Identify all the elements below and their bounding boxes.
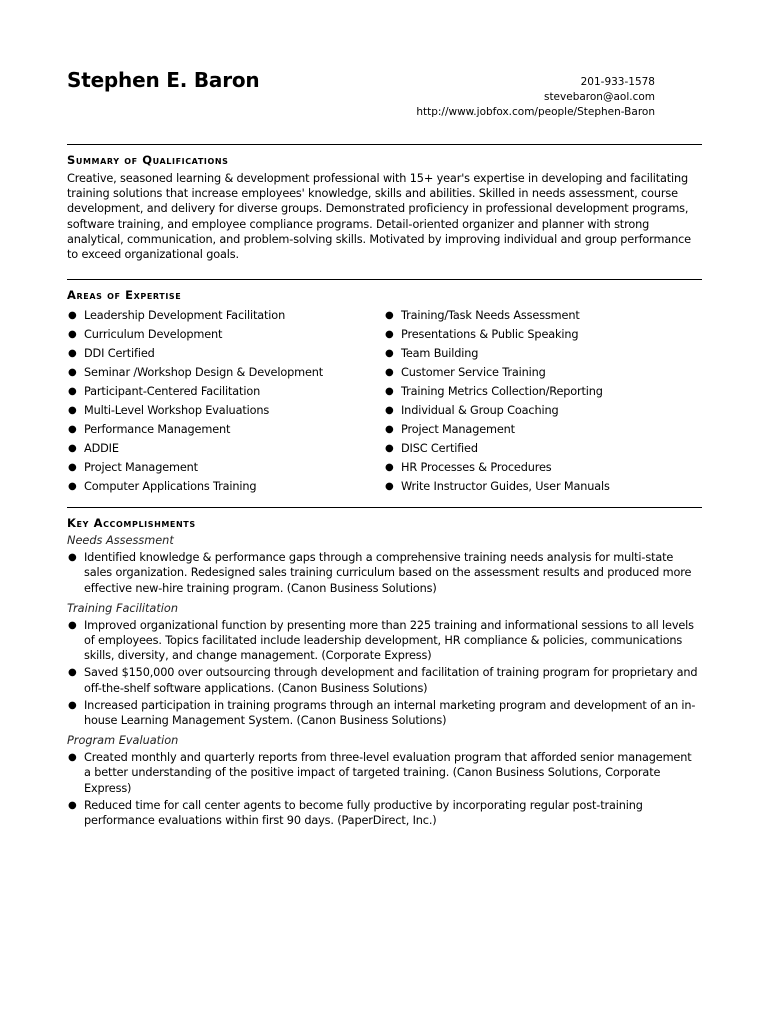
list-item xyxy=(67,420,384,439)
accomplishment-subheading: Program Evaluation xyxy=(67,734,179,748)
accomplishment-group xyxy=(67,618,702,728)
list-item-text: Participant-Centered Facilitation xyxy=(84,385,261,399)
expertise-list-left xyxy=(67,306,384,496)
resume-header xyxy=(67,66,702,144)
bullet-icon: ● xyxy=(68,667,77,679)
list-item-text: Increased participation in training programs through an internal marketing program and development of an in-house Learning Management System. (Canon Business Solutions) xyxy=(84,698,696,728)
expertise-columns xyxy=(67,306,702,496)
list-item xyxy=(67,477,384,496)
list-item-text: Created monthly and quarterly reports from three-level evaluation program that afforded senior management a better understanding of the positive impact of targeted training. (Canon Business Solutions, Corporate Express) xyxy=(84,751,692,795)
list-item xyxy=(67,363,384,382)
divider xyxy=(67,144,702,145)
bullet-icon: ● xyxy=(68,367,77,379)
list-item-text: ADDIE xyxy=(84,442,119,456)
list-item-text: Improved organizational function by presenting more than 225 training and informational sessions to all levels of employees. Topics facilitated include leadership development, HR compliance & policies, communications skills, diversity, and change management. (Corporate Express) xyxy=(84,618,694,663)
list-item xyxy=(384,420,684,439)
list-item-text: Computer Applications Training xyxy=(84,480,257,494)
bullet-icon: ● xyxy=(68,481,77,493)
bullet-icon: ● xyxy=(68,424,77,436)
bullet-icon: ● xyxy=(68,462,77,474)
list-item-text: Write Instructor Guides, User Manuals xyxy=(401,480,610,494)
bullet-icon: ● xyxy=(68,405,77,417)
bullet-icon: ● xyxy=(385,348,394,360)
list-item-text: Curriculum Development xyxy=(84,328,223,342)
accomplishment-group xyxy=(67,550,702,596)
list-item-text: Leadership Development Facilitation xyxy=(84,309,286,323)
list-item-text: Performance Management xyxy=(84,423,231,437)
list-item xyxy=(67,798,702,828)
list-item xyxy=(67,439,384,458)
list-item-text: Project Management xyxy=(84,461,198,475)
list-item xyxy=(67,550,702,596)
list-item-text: Multi-Level Workshop Evaluations xyxy=(84,404,270,418)
list-item xyxy=(384,439,684,458)
resume-page xyxy=(67,66,702,834)
bullet-icon: ● xyxy=(385,481,394,493)
bullet-icon: ● xyxy=(385,386,394,398)
list-item-text: Seminar /Workshop Design & Development xyxy=(84,366,324,380)
list-item xyxy=(67,382,384,401)
summary-paragraph: Creative, seasoned learning & development professional with 15+ year's expertise in developing and facilitating training solutions that increase employees' knowledge, skills and abilities. Skilled in needs assessment, course development, and delivery for diverse groups. Demonstrated proficiency in professional development programs, software training, and employee compliance programs. Detail-oriented organizer and planner with strong analytical, communication, and problem-solving skills. Motivated by improving individual and group performance to exceed organizational goals. xyxy=(67,172,691,262)
list-item-text: Team Building xyxy=(401,347,479,361)
list-item xyxy=(384,325,684,344)
list-item-text: Reduced time for call center agents to become fully productive by incorporating regular post-training performance evaluations within first 90 days. (PaperDirect, Inc.) xyxy=(84,798,643,828)
list-item xyxy=(67,750,702,796)
phone-number: 201-933-1578 xyxy=(580,76,655,88)
bullet-icon: ● xyxy=(385,424,394,436)
list-item-text: HR Processes & Procedures xyxy=(401,461,552,475)
list-item-text: Project Management xyxy=(401,423,515,437)
bullet-icon: ● xyxy=(68,310,77,322)
bullet-icon: ● xyxy=(68,752,77,764)
list-item-text: Saved $150,000 over outsourcing through development and facilitation of training program for proprietary and off-the-shelf software applications. (Canon Business Solutions) xyxy=(84,666,698,695)
bullet-icon: ● xyxy=(68,799,77,811)
candidate-name: Stephen E. Baron xyxy=(67,68,260,92)
list-item xyxy=(384,344,684,363)
list-item xyxy=(67,344,384,363)
bullet-icon: ● xyxy=(385,443,394,455)
list-item-text: Presentations & Public Speaking xyxy=(401,328,579,342)
bullet-icon: ● xyxy=(68,552,77,564)
bullet-icon: ● xyxy=(385,462,394,474)
accomplishment-subheading: Needs Assessment xyxy=(67,534,174,548)
expertise-list-right xyxy=(384,306,684,496)
bullet-icon: ● xyxy=(385,329,394,341)
list-item xyxy=(384,458,684,477)
list-item-text: Individual & Group Coaching xyxy=(401,404,559,418)
divider xyxy=(67,507,702,508)
accomplishment-group xyxy=(67,750,702,828)
bullet-icon: ● xyxy=(385,367,394,379)
divider xyxy=(67,279,702,280)
list-item xyxy=(67,618,702,664)
bullet-icon: ● xyxy=(68,386,77,398)
list-item xyxy=(67,306,384,325)
list-item xyxy=(67,665,702,695)
list-item xyxy=(67,698,702,728)
section-title-expertise: Areas of Expertise xyxy=(67,288,182,303)
list-item xyxy=(67,401,384,420)
contact-block xyxy=(416,75,655,120)
list-item xyxy=(67,325,384,344)
bullet-icon: ● xyxy=(385,405,394,417)
list-item-text: DDI Certified xyxy=(84,347,155,361)
profile-url[interactable]: http://www.jobfox.com/people/Stephen-Baron xyxy=(416,106,655,118)
list-item-text: Identified knowledge & performance gaps through a comprehensive training needs analysis for multi-state sales organization. Redesigned sales training curriculum based on the assessment results and produced more effective new-hire training program. (Canon Business Solutions) xyxy=(84,551,692,595)
bullet-icon: ● xyxy=(68,329,77,341)
bullet-icon: ● xyxy=(385,310,394,322)
list-item xyxy=(67,458,384,477)
bullet-icon: ● xyxy=(68,699,77,711)
list-item xyxy=(384,363,684,382)
list-item xyxy=(384,306,684,325)
list-item-text: Training/Task Needs Assessment xyxy=(401,309,580,323)
email-address[interactable]: stevebaron@aol.com xyxy=(543,91,655,103)
list-item xyxy=(384,477,684,496)
list-item-text: Customer Service Training xyxy=(401,366,546,380)
bullet-icon: ● xyxy=(68,443,77,455)
list-item-text: DISC Certified xyxy=(401,442,478,456)
section-title-accomplishments: Key Accomplishments xyxy=(67,516,196,531)
bullet-icon: ● xyxy=(68,348,77,360)
accomplishment-subheading: Training Facilitation xyxy=(67,601,178,615)
accomplishments-list xyxy=(67,534,702,828)
bullet-icon: ● xyxy=(68,619,77,631)
section-title-summary: Summary of Qualifications xyxy=(67,153,229,167)
list-item xyxy=(384,401,684,420)
list-item-text: Training Metrics Collection/Reporting xyxy=(401,385,603,399)
list-item xyxy=(384,382,684,401)
